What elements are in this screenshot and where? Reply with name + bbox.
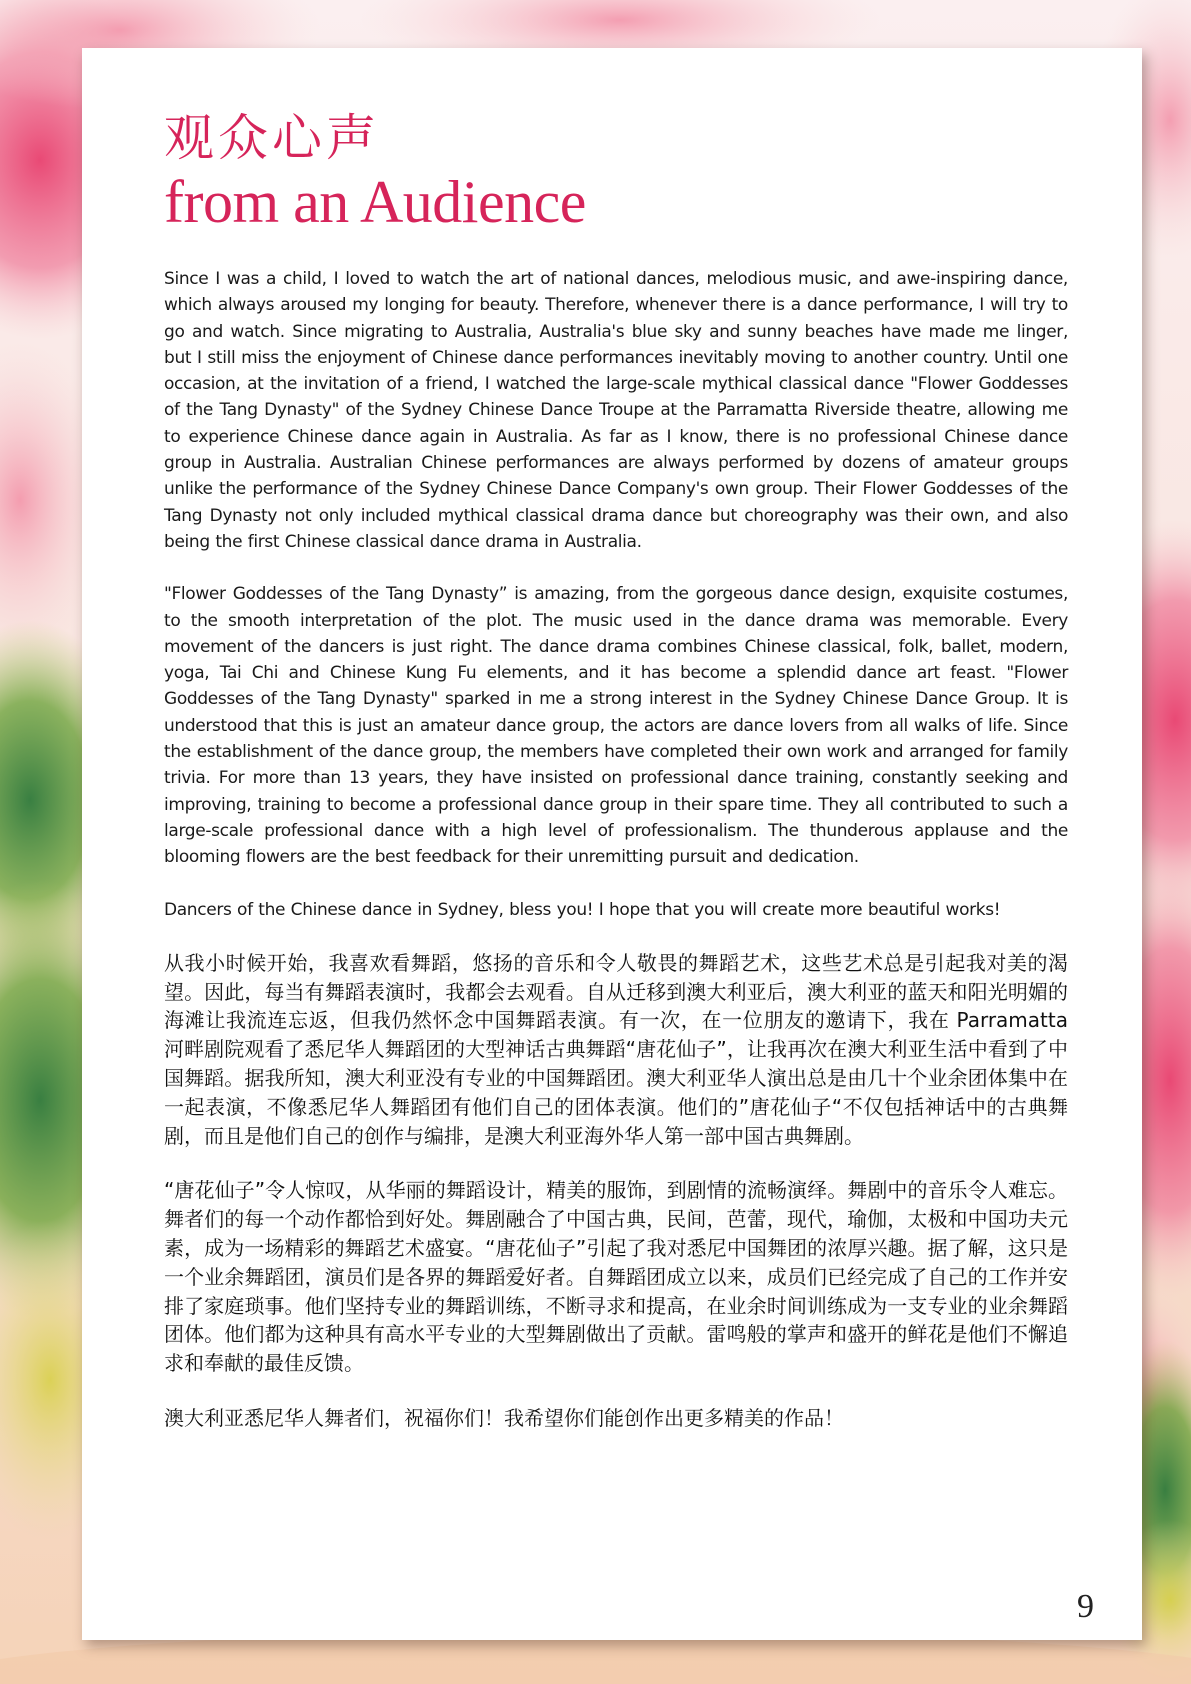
- content-card: [82, 48, 1142, 1640]
- paragraph-en-1: Since I was a child, I loved to watch the art of national dances, melodious music, and awe-inspiring dance, which always aroused my longing for beauty. Therefore, whenever there is a dance performance, I will try to go and watch. Since migrating to Australia, Australia's blue sky and sunny beaches have made me linger, but I still miss the enjoyment of Chinese dance performances inevitably moving to another country. Until one occasion, at the invitation of a friend, I watched the large-scale mythical classical dance "Flower Goddesses of the Tang Dynasty" of the Sydney Chinese Dance Troupe at the Parramatta Riverside theatre, allowing me to experience Chinese dance again in Australia. As far as I know, there is no professional Chinese dance group in Australia. Australian Chinese performances are always performed by dozens of amateur groups unlike the performance of the Sydney Chinese Dance Company's own group. Their Flower Goddesses of the Tang Dynasty not only included mythical classical drama dance but choreography was their own, and also being the first Chinese classical dance drama in Australia.: [164, 269, 1068, 552]
- paragraph-cn-1: 从我小时候开始，我喜欢看舞蹈，悠扬的音乐和令人敬畏的舞蹈艺术，这些艺术总是引起我对美的渴望。因此，每当有舞蹈表演时，我都会去观看。自从迁移到澳大利亚后，澳大利亚的蓝天和阳光明媚的海滩让我流连忘返，但我仍然怀念中国舞蹈表演。有一次，在一位朋友的邀请下，我在 Parramatta 河畔剧院观看了悉尼华人舞蹈团的大型神话古典舞蹈“唐花仙子”，让我再次在澳大利亚生活中看到了中国舞蹈。据我所知，澳大利亚没有专业的中国舞蹈团。澳大利亚华人演出总是由几十个业余团体集中在一起表演，不像悉尼华人舞蹈团有他们自己的团体表演。他们的”唐花仙子“不仅包括神话中的古典舞剧，而且是他们自己的创作与编排，是澳大利亚海外华人第一部中国古典舞剧。: [164, 950, 1068, 1148]
- paragraph-en-3: Dancers of the Chinese dance in Sydney, bless you! I hope that you will create more beautiful works!: [164, 899, 1001, 920]
- page-title-english: from an Audience: [164, 169, 586, 235]
- page-title-chinese: 观众心声: [164, 109, 380, 167]
- paragraph-cn-2: “唐花仙子”令人惊叹，从华丽的舞蹈设计，精美的服饰，到剧情的流畅演绎。舞剧中的音乐令人难忘。舞者们的每一个动作都恰到好处。舞剧融合了中国古典，民间，芭蕾，现代，瑜伽，太极和中国功夫元素，成为一场精彩的舞蹈艺术盛宴。“唐花仙子”引起了我对悉尼中国舞团的浓厚兴趣。据了解，这只是一个业余舞蹈团，演员们是各界的舞蹈爱好者。自舞蹈团成立以来，成员们已经完成了自己的工作并安排了家庭琐事。他们坚持专业的舞蹈训练，不断寻求和提高，在业余时间训练成为一支专业的业余舞蹈团体。他们都为这种具有高水平专业的大型舞剧做出了贡献。雷鸣般的掌声和盛开的鲜花是他们不懈追求和奉献的最佳反馈。: [164, 1178, 1068, 1376]
- paragraph-cn-3: 澳大利亚悉尼华人舞者们，祝福你们！我希望你们能创作出更多精美的作品！: [164, 1405, 844, 1430]
- article-body: [164, 266, 1068, 1459]
- page-number: 9: [1077, 1588, 1094, 1625]
- paragraph-en-2: "Flower Goddesses of the Tang Dynasty” is amazing, from the gorgeous dance design, exquisite costumes, to the smooth interpretation of the plot. The music used in the dance drama was memorable. Every movement of the dancers is just right. The dance drama combines Chinese classical, folk, ballet, modern, yoga, Tai Chi and Chinese Kung Fu elements, and it has become a splendid dance art feast. "Flower Goddesses of the Tang Dynasty" sparked in me a strong interest in the Sydney Chinese Dance Group. It is understood that this is just an amateur dance group, the actors are dance lovers from all walks of life. Since the establishment of the dance group, the members have completed their own work and arranged for family trivia. For more than 13 years, they have insisted on professional dance training, constantly seeking and improving, training to become a professional dance group in their spare time. They all contributed to such a large-scale professional dance with a high level of professionalism. The thunderous applause and the blooming flowers are the best feedback for their unremitting pursuit and dedication.: [164, 584, 1068, 868]
